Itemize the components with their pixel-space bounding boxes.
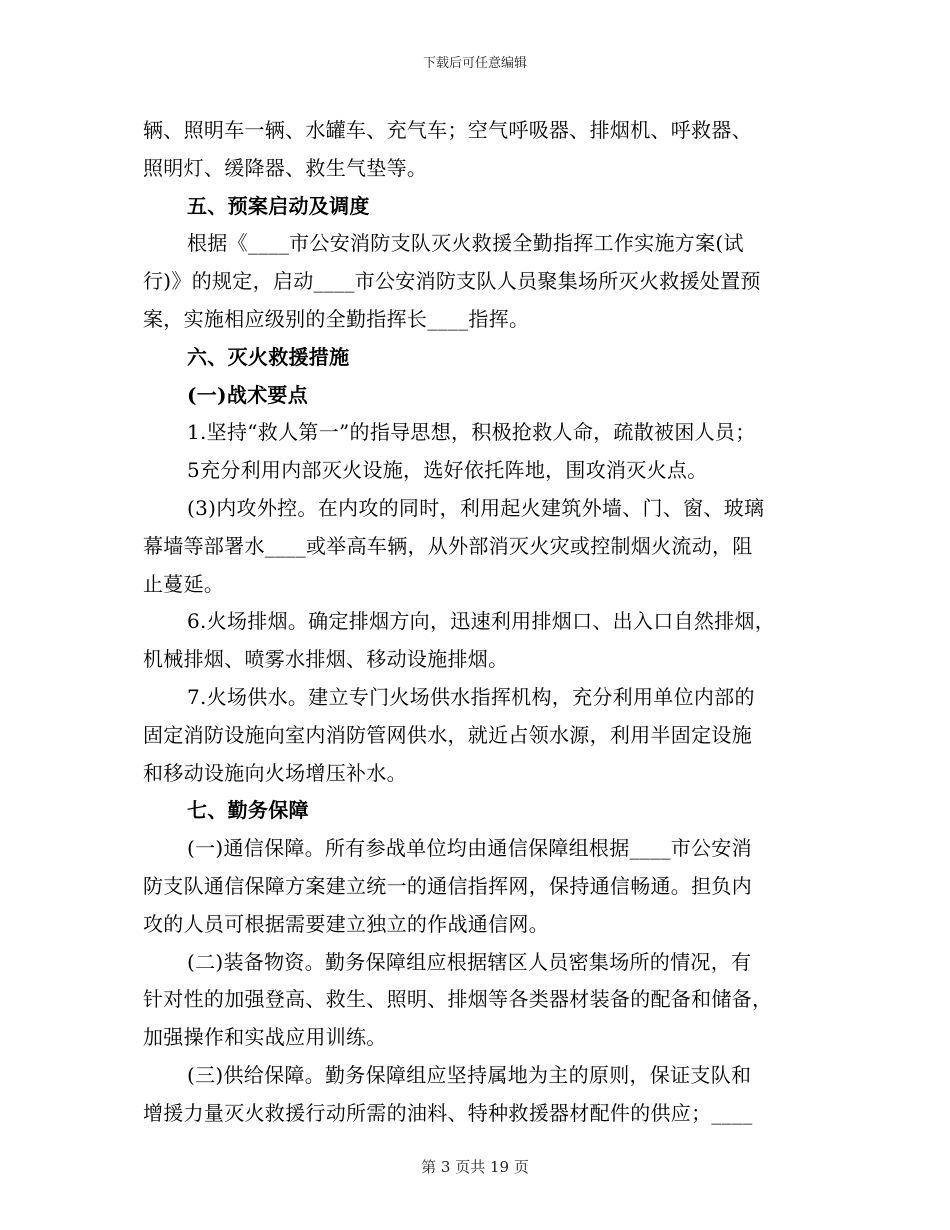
text-line: 1.坚持“救人第一”的指导思想，积极抢救人命，疏散被困人员；	[187, 420, 756, 445]
text-line: 辆、照明车一辆、水罐车、充气车；空气呼吸器、排烟机、呼救器、	[143, 118, 752, 142]
page-header: 下载后可任意编辑	[422, 56, 527, 71]
text-line: 增援力量灭火救援行动所需的油料、特种救援器材配件的供应；____	[143, 1100, 753, 1125]
text-line: 机械排烟、喷雾水排烟、移动设施排烟。	[143, 647, 509, 672]
section-heading: 六、灭火救援措施	[187, 344, 350, 369]
page-footer: 第 3 页共 19 页	[421, 1158, 529, 1176]
section-heading: 五、预案启动及调度	[187, 193, 370, 218]
text-line: 6.火场排烟。确定排烟方向，迅速利用排烟口、出入口自然排烟，	[187, 609, 776, 634]
text-line: 攻的人员可根据需要建立独立的作战通信网。	[143, 911, 549, 936]
text-line: 案，实施相应级别的全勤指挥长____指挥。	[143, 306, 530, 331]
text-line: (二)装备物资。勤务保障组应根据辖区人员密集场所的情况，有	[187, 949, 752, 974]
text-line: 固定消防设施向室内消防管网供水，就近占领水源，利用半固定设施	[143, 722, 752, 747]
text-line: 5充分利用内部灭火设施，选好依托阵地，围攻消灭火点。	[187, 458, 708, 483]
text-line: 7.火场供水。建立专门火场供水指挥机构，充分利用单位内部的	[187, 684, 755, 709]
text-line: 幕墙等部署水____或举高车辆，从外部消灭火灾或控制烟火流动，阻	[143, 533, 753, 558]
document-body	[143, 112, 803, 1133]
text-line: 根据《____市公安消防支队灭火救援全勤指挥工作实施方案(试	[187, 231, 744, 256]
text-line: 防支队通信保障方案建立统一的通信指挥网，保持通信畅通。担负内	[143, 873, 752, 898]
text-line: 和移动设施向火场增压补水。	[143, 760, 407, 785]
section-heading: 七、勤务保障	[187, 798, 309, 823]
subsection-heading: (一)战术要点	[187, 382, 309, 407]
text-line: (三)供给保障。勤务保障组应坚持属地为主的原则，保证支队和	[187, 1062, 752, 1087]
text-line: 照明灯、缓降器、救生气垫等。	[143, 155, 428, 180]
text-line: 针对性的加强登高、救生、照明、排烟等各类器材装备的配备和储备，	[143, 987, 773, 1012]
text-line: 行)》的规定，启动____市公安消防支队人员聚集场所灭火救援处置预	[143, 269, 761, 294]
text-line: 加强操作和实战应用训练。	[143, 1025, 387, 1050]
text-line: 止蔓延。	[143, 571, 225, 596]
text-line: (一)通信保障。所有参战单位均由通信保障组根据____市公安消	[187, 836, 752, 861]
text-line: (3)内攻外控。在内攻的同时，利用起火建筑外墙、门、窗、玻璃	[187, 495, 765, 520]
